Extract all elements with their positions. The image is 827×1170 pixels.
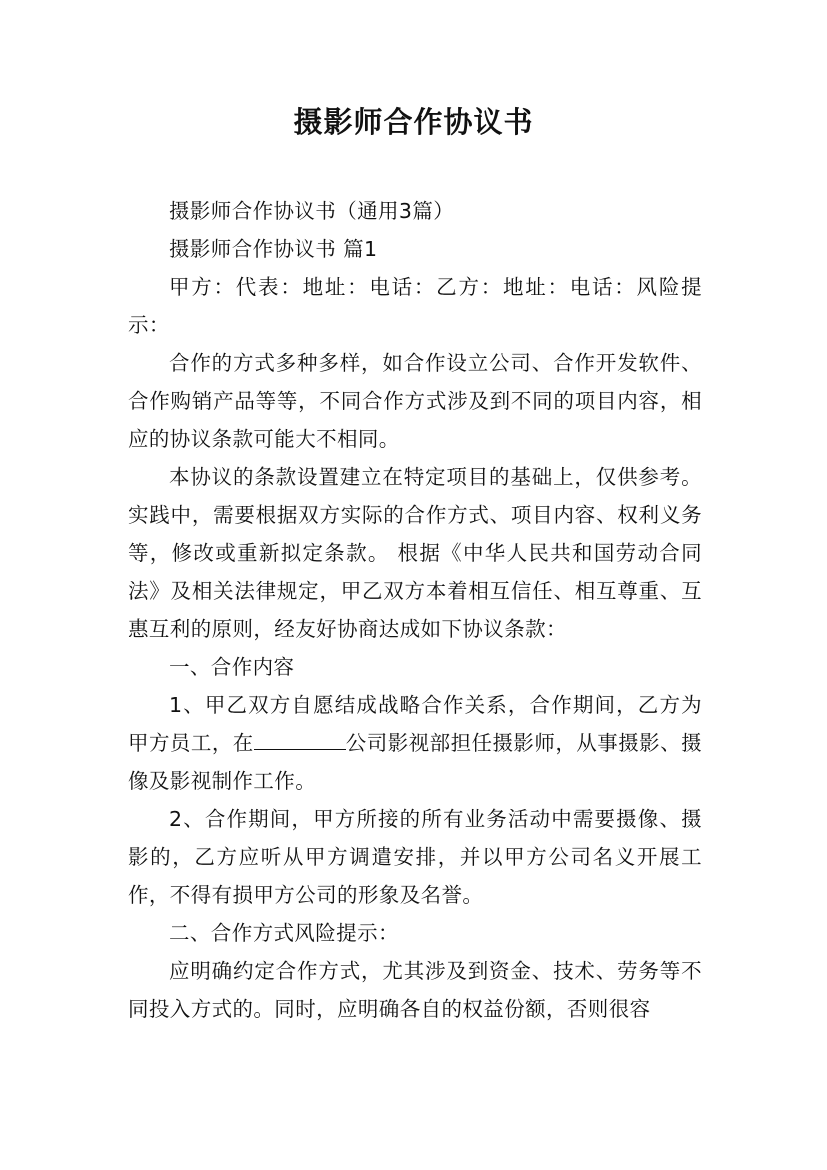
paragraph-heading-risk: 二、合作方式风险提示：: [169, 921, 399, 945]
paragraph-clause-2: 2、合作期间，甲方所接的所有业务活动中需要摄像、摄影的，乙方应听从甲方调遣安排，并以甲方公司名义开展工作，不得有损甲方公司的形象及名誉。: [128, 807, 702, 907]
paragraph-agreement-basis: 本协议的条款设置建立在特定项目的基础上，仅供参考。实践中，需要根据双方实际的合作方式、项目内容、权利义务等，修改或重新拟定条款。 根据《中华人民共和国劳动合同法》及相关法律规定，甲乙双方本着相互信任、相互尊重、互惠互利的原则，经友好协商达成如下协议条款：: [128, 465, 702, 641]
clause-1-text-end: 公司影视部担任摄影师，从事摄影、摄像及影视制作工作。: [128, 731, 702, 793]
blank-fill-line: [254, 727, 346, 750]
document-title: 摄影师合作协议书: [293, 105, 534, 139]
document-body: [128, 192, 702, 1028]
paragraph-risk-note: 应明确约定合作方式，尤其涉及到资金、技术、劳务等不同投入方式的。同时，应明确各自的权益份额，否则很容: [128, 959, 702, 1021]
paragraph-cooperation-methods: 合作的方式多种多样，如合作设立公司、合作开发软件、合作购销产品等等，不同合作方式涉及到不同的项目内容，相应的协议条款可能大不相同。: [128, 351, 702, 451]
paragraph-parties: 甲方：代表：地址：电话：乙方：地址：电话：风险提示：: [128, 275, 702, 337]
paragraph-heading-content: 一、合作内容: [169, 655, 295, 679]
paragraph-section-heading: 摄影师合作协议书 篇1: [169, 237, 378, 261]
paragraph-clause-1: [128, 686, 702, 800]
clause-1-text-start: 1、甲乙双方自愿结成战略合作关系，合作期间，乙方为甲方员工，在: [128, 693, 702, 755]
paragraph-subtitle: 摄影师合作协议书（通用3篇）: [169, 199, 455, 223]
